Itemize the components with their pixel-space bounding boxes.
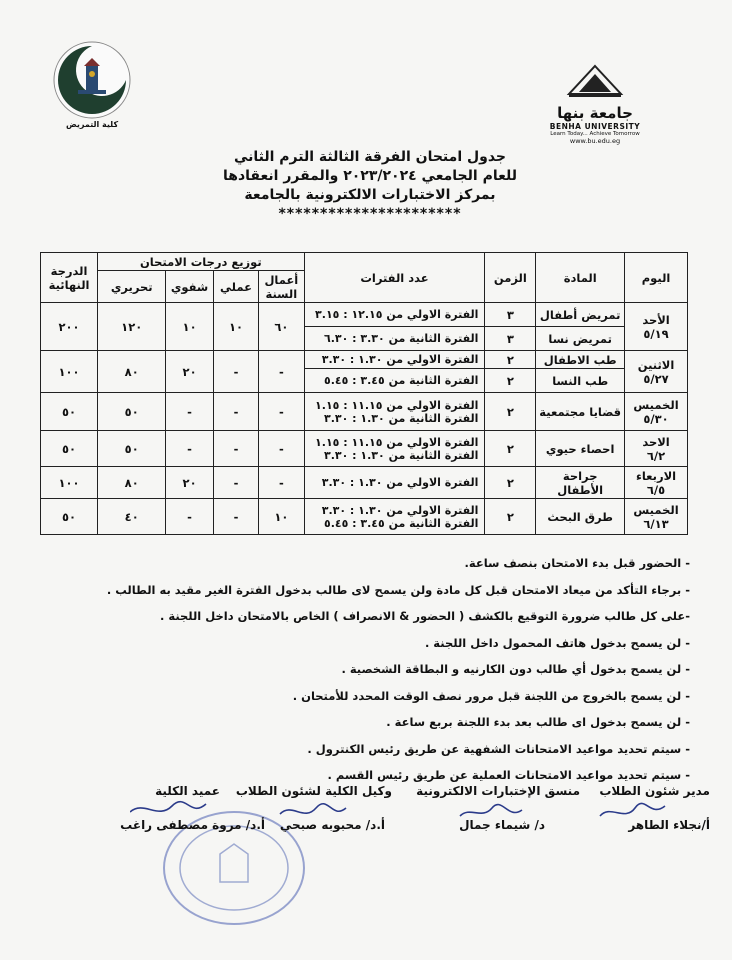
instructions-list bbox=[100, 550, 690, 789]
row-period: الفترة الثانية من ١.٣٠ : ٣.٣٠ bbox=[324, 448, 479, 462]
row-time: ٢ bbox=[485, 369, 536, 393]
row-period: الفترة الثانية من ٣.٤٥ : ٥.٤٥ bbox=[304, 369, 485, 393]
benha-university-logo bbox=[540, 64, 650, 148]
row-date: ٥/٣٠ bbox=[643, 411, 669, 426]
row-period: الفترة الاولي من ١.٣٠ : ٣.٣٠ bbox=[304, 351, 485, 369]
header-time: الزمن bbox=[485, 253, 536, 303]
instruction-item: - سيتم تحديد مواعيد الامتحانات الشفهية عن طريق رئيس الكنترول . bbox=[307, 741, 690, 756]
row-subject: طب النسا bbox=[536, 369, 625, 393]
row-subject: احصاء حيوي bbox=[536, 431, 625, 467]
row-final: ١٠٠ bbox=[41, 467, 98, 499]
table-row bbox=[41, 431, 688, 467]
row-period: الفترة الثانية من ١.٣٠ : ٣.٣٠ bbox=[324, 411, 479, 425]
row-period: الفترة الاولي من ١.٣٠ : ٣.٣٠ bbox=[321, 503, 479, 517]
row-day: الخميس bbox=[633, 502, 679, 517]
row-written: ٥٠ bbox=[98, 393, 166, 431]
row-day: الاثنين bbox=[637, 357, 675, 372]
header-distribution: توزيع درجات الامتحان bbox=[98, 253, 304, 271]
faculty-of-nursing-logo bbox=[52, 40, 132, 128]
row-time: ٢ bbox=[485, 431, 536, 467]
table-row bbox=[41, 351, 688, 369]
instruction-item: - لن يسمح بدخول اى طالب بعد بدء اللجنة بربع ساعة . bbox=[386, 715, 690, 729]
instruction-item: -على كل طالب ضرورة التوقيع بالكشف ( الحضور & الانصراف ) الخاص بالامتحان داخل اللجنة . bbox=[159, 609, 690, 623]
row-subject: تمريض نسا bbox=[536, 327, 625, 351]
row-time: ٣ bbox=[485, 303, 536, 327]
row-period: الفترة الثانية من ٣.٣٠ : ٦.٣٠ bbox=[304, 327, 485, 351]
signature-title: وكيل الكلية لشئون الطلاب bbox=[235, 784, 392, 798]
row-written: ٨٠ bbox=[98, 467, 166, 499]
row-day: الخميس bbox=[633, 397, 679, 412]
row-final: ٥٠ bbox=[41, 499, 98, 535]
row-written: ١٢٠ bbox=[98, 303, 166, 351]
row-period: الفترة الاولي من ١٢.١٥ : ٣.١٥ bbox=[304, 303, 485, 327]
header-practical: عملي bbox=[213, 271, 258, 303]
row-oral: ١٠ bbox=[166, 303, 214, 351]
row-oral: - bbox=[166, 431, 214, 467]
table-row bbox=[41, 467, 688, 499]
row-day: الأحد bbox=[642, 312, 670, 327]
header-oral: شفوي bbox=[166, 271, 214, 303]
row-period: الفترة الثانية من ٣.٤٥ : ٥.٤٥ bbox=[324, 516, 479, 530]
table-row bbox=[41, 303, 688, 327]
row-final: ١٠٠ bbox=[41, 351, 98, 393]
instruction-item: - برجاء التأكد من ميعاد الامتحان قبل كل مادة ولن يسمح لاى طالب بدخول الفترة الغير مقيد به الطالب . bbox=[106, 582, 690, 597]
heading-line-2: للعام الجامعي ٢٠٢٣/٢٠٢٤ والمقرر انعقادها bbox=[223, 168, 517, 184]
row-day: الاربعاء bbox=[635, 468, 677, 483]
row-day: الاحد bbox=[642, 434, 670, 449]
row-date: ٥/١٩ bbox=[643, 326, 669, 341]
instruction-item: - لن يسمح بدخول أي طالب دون الكارنيه و البطاقة الشخصية . bbox=[341, 662, 690, 676]
row-practical: - bbox=[213, 351, 258, 393]
faculty-caption: كلية التمريض bbox=[66, 120, 119, 129]
instruction-item: - الحضور قبل بدء الامتحان بنصف ساعة. bbox=[464, 556, 690, 570]
signature-title: مدير شئون الطلاب bbox=[599, 784, 710, 798]
header-day: اليوم bbox=[625, 253, 688, 303]
row-practical: - bbox=[213, 467, 258, 499]
row-subject: جراحة الأطفال bbox=[536, 467, 625, 499]
signature-name: أ.د/ محبوبه صبحي bbox=[279, 818, 385, 832]
row-date: ٦/١٣ bbox=[643, 516, 669, 531]
row-final: ٢٠٠ bbox=[41, 303, 98, 351]
row-oral: - bbox=[166, 393, 214, 431]
row-date: ٦/٥ bbox=[646, 482, 666, 497]
row-year-work: - bbox=[259, 393, 304, 431]
row-practical: - bbox=[213, 393, 258, 431]
signature-title: عميد الكلية bbox=[155, 784, 220, 798]
pyramid-emblem-icon bbox=[565, 64, 625, 98]
row-practical: ١٠ bbox=[213, 303, 258, 351]
row-written: ٤٠ bbox=[98, 499, 166, 535]
row-time: ٢ bbox=[485, 467, 536, 499]
header-subject: المادة bbox=[536, 253, 625, 303]
heading-line-3: بمركز الاختبارات الالكترونية بالجامعة bbox=[244, 187, 496, 203]
row-subject: طرق البحث bbox=[536, 499, 625, 535]
heading-stars: ********************** bbox=[278, 206, 462, 222]
university-url: www.bu.edu.eg bbox=[569, 137, 621, 145]
row-period: الفترة الاولي من ١١.١٥ : ١.١٥ bbox=[315, 435, 479, 449]
row-practical: - bbox=[213, 499, 258, 535]
signature-name: د/ شيماء جمال bbox=[459, 818, 545, 832]
row-year-work: - bbox=[259, 431, 304, 467]
row-year-work: - bbox=[259, 351, 304, 393]
row-period: الفترة الاولي من ١١.١٥ : ١.١٥ bbox=[315, 398, 479, 412]
row-final: ٥٠ bbox=[41, 431, 98, 467]
row-written: ٥٠ bbox=[98, 431, 166, 467]
header-written: تحريري bbox=[98, 271, 166, 303]
exam-table bbox=[40, 252, 688, 535]
row-subject: قضايا مجتمعية bbox=[536, 393, 625, 431]
university-name-ar: جامعة بنها bbox=[557, 104, 633, 122]
row-subject: تمريض أطفال bbox=[536, 303, 625, 327]
header-periods: عدد الفترات bbox=[304, 253, 485, 303]
signature-name: أ.د/ مروة مصطفى راغب bbox=[120, 818, 265, 832]
row-year-work: ١٠ bbox=[259, 499, 304, 535]
row-date: ٦/٢ bbox=[646, 448, 666, 463]
signature-title: منسق الإختبارات الالكترونية bbox=[416, 784, 580, 798]
header-year-work: أعمال السنة bbox=[259, 271, 304, 303]
instruction-item: - لن يسمح بدخول هاتف المحمول داخل اللجنة . bbox=[424, 635, 690, 650]
table-row bbox=[41, 393, 688, 431]
instruction-item: - لن يسمح بالخروج من اللجنة قبل مرور نصف الوقت المحدد للأمتحان . bbox=[292, 688, 690, 703]
row-practical: - bbox=[213, 431, 258, 467]
row-date: ٥/٢٧ bbox=[643, 371, 669, 386]
row-written: ٨٠ bbox=[98, 351, 166, 393]
row-subject: طب الاطفال bbox=[536, 351, 625, 369]
row-oral: ٢٠ bbox=[166, 467, 214, 499]
row-time: ٣ bbox=[485, 327, 536, 351]
instruction-item: - سيتم تحديد مواعيد الامتحانات العملية عن طريق رئيس القسم . bbox=[327, 768, 690, 782]
row-period: الفترة الاولي من ١.٣٠ : ٣.٣٠ bbox=[304, 467, 485, 499]
heading-line-1: جدول امتحان الفرقة الثالثة الترم الثاني bbox=[233, 149, 507, 165]
university-name-en: BENHA UNIVERSITY bbox=[549, 122, 641, 131]
table-row bbox=[41, 499, 688, 535]
schedule-heading bbox=[180, 148, 560, 224]
row-time: ٢ bbox=[485, 393, 536, 431]
row-oral: ٢٠ bbox=[166, 351, 214, 393]
row-final: ٥٠ bbox=[41, 393, 98, 431]
row-year-work: - bbox=[259, 467, 304, 499]
row-oral: - bbox=[166, 499, 214, 535]
row-time: ٢ bbox=[485, 499, 536, 535]
university-slogan: Learn Today... Achieve Tomorrow bbox=[550, 131, 640, 137]
signature-name: أ/نجلاء الطاهر bbox=[628, 818, 710, 832]
row-time: ٢ bbox=[485, 351, 536, 369]
row-year-work: ٦٠ bbox=[259, 303, 304, 351]
header-final: الدرجة النهائية bbox=[41, 253, 98, 303]
